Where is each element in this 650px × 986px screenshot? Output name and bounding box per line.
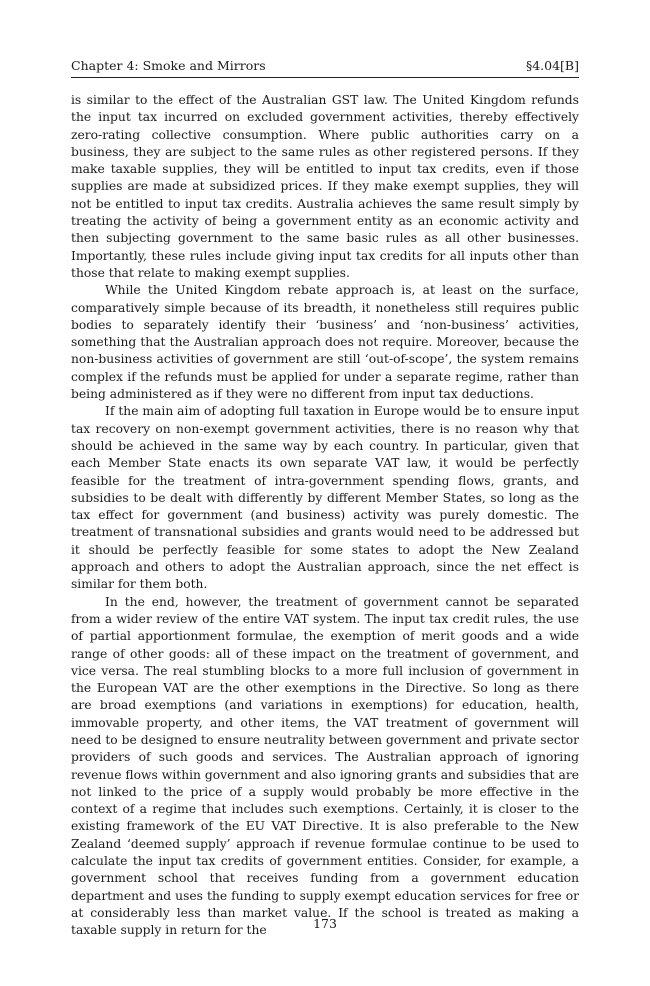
paragraph: While the United Kingdom rebate approach is, at least on the surface, comparatively simple because of its breadth, it nonetheless still requires public bodies to separately identify their ‘business’ and ‘non-business’ activities, something that the Australian approach does not require. Moreover, because the non-business activities of government are still ‘out-of-scope’, the system remains complex if the refunds must be applied for under a separate regime, rather than being administered as if they were no different from input tax deductions.: [71, 283, 579, 402]
section-number: §4.04[B]: [525, 58, 579, 73]
paragraph-continued: is similar to the effect of the Australian GST law. The United Kingdom refunds the input tax incurred on excluded government activities, thereby effectively zero-rating collective consumption. Where public authorities carry on a business, they are subject to the same rules as other registered persons. If they make taxable supplies, they will be entitled to input tax credits, even if those supplies are made at subsidized prices. If they make exempt supplies, they will not be entitled to input tax credits. Australia achieves the same result simply by treating the activity of being a government entity as an economic activity and then subjecting government to the same basic rules as all other businesses. Importantly, these rules include giving input tax credits for all inputs other than those that relate to making exempt supplies.: [71, 93, 579, 280]
running-header: [71, 57, 579, 78]
page-number: 173: [313, 916, 337, 931]
book-page: [71, 0, 579, 986]
body-text: [71, 92, 579, 940]
paragraph: In the end, however, the treatment of government cannot be separated from a wider review of the entire VAT system. The input tax credit rules, the use of partial apportionment formulae, the exemption of merit goods and a wide range of other goods: all of these impact on the treatment of government, and vice versa. The real stumbling blocks to a more full inclusion of government in the European VAT are the other exemptions in the Directive. So long as there are broad exemptions (and variations in exemptions) for education, health, immovable property, and other items, the VAT treatment of government will need to be designed to ensure neutrality between government and private sector providers of such goods and services. The Australian approach of ignoring revenue flows within government and also ignoring grants and subsidies that are not linked to the price of a supply would probably be more effective in the context of a regime that includes such exemptions. Certainly, it is closer to the existing framework of the EU VAT Directive. It is also preferable to the New Zealand ‘deemed supply’ approach if revenue formulae continue to be used to calculate the input tax credits of government entities. Consider, for example, a government school that receives funding from a government education department and uses the funding to supply exempt education services for free or at considerably less than market value. If the school is treated as making a taxable supply in return for the: [71, 594, 579, 938]
chapter-title: Chapter 4: Smoke and Mirrors: [71, 58, 266, 73]
paragraph: If the main aim of adopting full taxation in Europe would be to ensure input tax recovery on non-exempt government activities, there is no reason why that should be achieved in the same way by each country. In particular, given that each Member State enacts its own separate VAT law, it would be perfectly feasible for the treatment of intra-government spending flows, grants, and subsidies to be dealt with differently by different Member States, so long as the tax effect for government (and business) activity was purely domestic. The treatment of transnational subsidies and grants would need to be addressed but it should be perfectly feasible for some states to adopt the New Zealand approach and others to adopt the Australian approach, since the net effect is similar for them both.: [71, 404, 579, 592]
